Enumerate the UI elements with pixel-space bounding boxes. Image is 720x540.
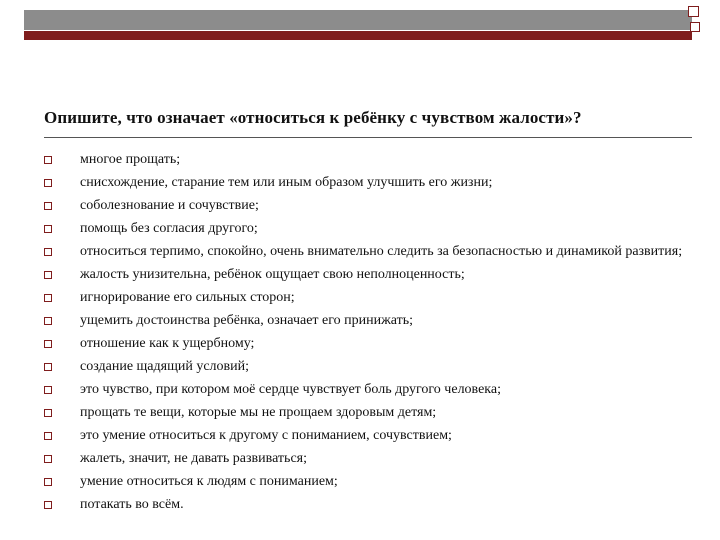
list-item-text: создание щадящий условий; [80, 359, 250, 374]
square-bullet-icon [44, 225, 52, 233]
square-bullet-icon [44, 156, 52, 164]
square-bullet-icon [44, 409, 52, 417]
list-item [44, 380, 684, 399]
list-item-text: относиться терпимо, спокойно, очень внимательно следить за безопасностью и динамикой развития; [80, 244, 683, 259]
list-item-text: игнорирование его сильных сторон; [80, 290, 295, 305]
list-item [44, 196, 684, 215]
list-item [44, 472, 684, 491]
slide-title: Опишите, что означает «относиться к ребёнку с чувством жалости»? [44, 108, 582, 127]
header-bar-red [24, 31, 692, 40]
list-item-text: жалость унизительна, ребёнок ощущает свою неполноценность; [80, 267, 465, 282]
square-bullet-icon [44, 478, 52, 486]
list-item-text: соболезнование и сочувствие; [80, 198, 259, 213]
list-item-text: умение относиться к людям с пониманием; [80, 474, 338, 489]
square-bullet-icon [44, 317, 52, 325]
list-item-text: ущемить достоинства ребёнка, означает его принижать; [80, 313, 414, 328]
square-bullet-icon [44, 386, 52, 394]
list-item-text: потакать во всём. [80, 497, 184, 512]
list-item [44, 311, 684, 330]
list-item-text: жалеть, значит, не давать развиваться; [80, 451, 307, 466]
square-bullet-icon [44, 202, 52, 210]
list-item [44, 219, 684, 238]
list-item-text: помощь без согласия другого; [80, 221, 258, 236]
list-item-text: многое прощать; [80, 152, 181, 167]
list-item [44, 495, 684, 514]
answer-list [44, 150, 684, 518]
square-bullet-icon [44, 179, 52, 187]
list-item [44, 173, 684, 192]
square-bullet-icon [44, 432, 52, 440]
list-item-text: отношение как к ущербному; [80, 336, 255, 351]
list-item-text: прощать те вещи, которые мы не прощаем здоровым детям; [80, 405, 437, 420]
square-bullet-icon [44, 294, 52, 302]
list-item [44, 150, 684, 169]
corner-square-decoration [688, 6, 699, 17]
square-bullet-icon [44, 248, 52, 256]
list-item [44, 449, 684, 468]
list-item [44, 334, 684, 353]
square-bullet-icon [44, 363, 52, 371]
square-bullet-icon [44, 271, 52, 279]
list-item-text: это чувство, при котором моё сердце чувствует боль другого человека; [80, 382, 501, 397]
list-item-text: снисхождение, старание тем или иным образом улучшить его жизни; [80, 175, 493, 190]
header-bar-gray [24, 10, 692, 30]
square-bullet-icon [44, 501, 52, 509]
list-item [44, 288, 684, 307]
list-item [44, 403, 684, 422]
list-item [44, 426, 684, 445]
title-divider [44, 137, 692, 138]
list-item-text: это умение относиться к другому с пониманием, сочувствием; [80, 428, 452, 443]
square-bullet-icon [44, 340, 52, 348]
list-item [44, 265, 684, 284]
list-item [44, 357, 684, 376]
square-bullet-icon [44, 455, 52, 463]
corner-square-decoration [690, 22, 700, 32]
list-item [44, 242, 684, 261]
